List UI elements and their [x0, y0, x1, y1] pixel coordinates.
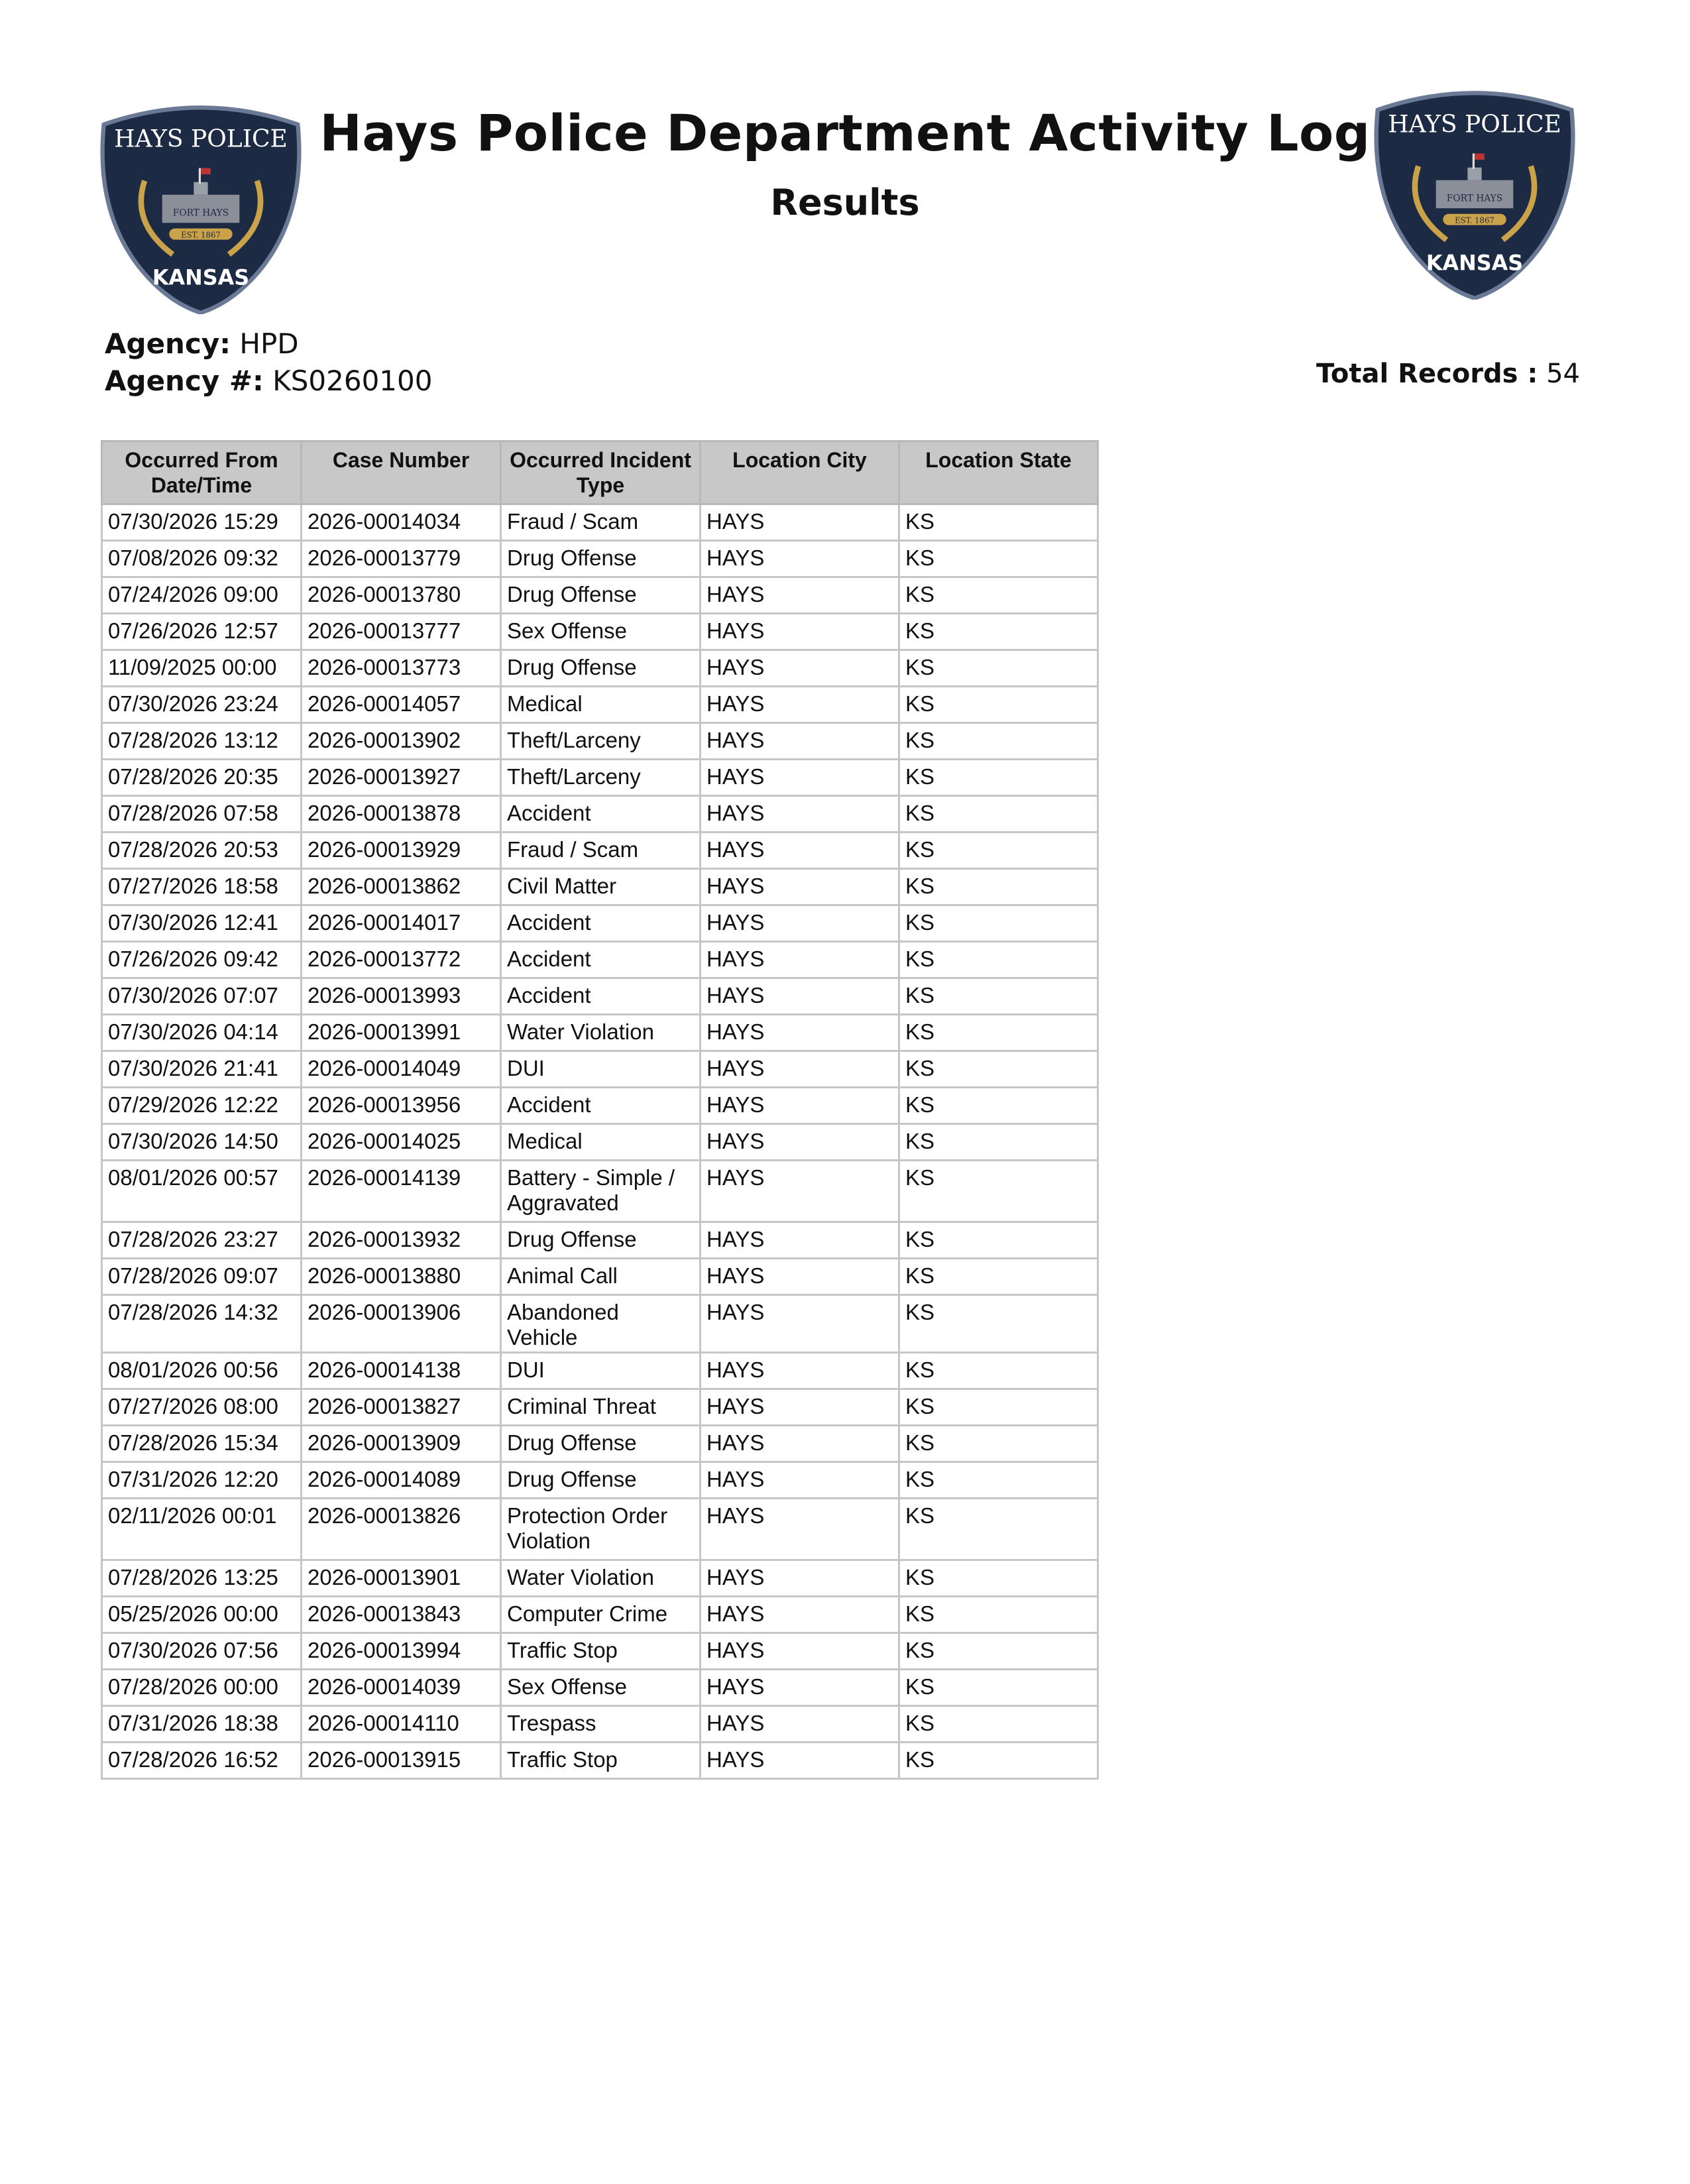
cell-occurred-from: 07/30/2026 12:41	[102, 905, 302, 942]
cell-incident-type: Criminal Threat	[501, 1389, 701, 1426]
cell-location-city: HAYS	[701, 504, 899, 541]
cell-incident-type: Water Violation	[501, 1560, 701, 1597]
column-header-incident-type: Occurred Incident Type	[501, 441, 701, 504]
cell-case-number: 2026-00013909	[302, 1426, 501, 1462]
cell-occurred-from: 07/28/2026 15:34	[102, 1426, 302, 1462]
cell-occurred-from: 08/01/2026 00:56	[102, 1353, 302, 1389]
cell-case-number: 2026-00013826	[302, 1499, 501, 1560]
cell-case-number: 2026-00014025	[302, 1124, 501, 1161]
table-row	[102, 796, 1098, 833]
column-header-occurred-from: Occurred From Date/Time	[102, 441, 302, 504]
cell-incident-type: Accident	[501, 905, 701, 942]
cell-location-city: HAYS	[701, 1259, 899, 1295]
cell-location-city: HAYS	[701, 760, 899, 796]
cell-location-city: HAYS	[701, 942, 899, 978]
cell-location-state: KS	[899, 1462, 1098, 1499]
cell-incident-type: Drug Offense	[501, 1462, 701, 1499]
table-header-row	[102, 441, 1098, 504]
cell-location-city: HAYS	[701, 1161, 899, 1222]
cell-location-city: HAYS	[701, 1088, 899, 1124]
cell-case-number: 2026-00013994	[302, 1633, 501, 1670]
cell-location-city: HAYS	[701, 687, 899, 723]
cell-occurred-from: 07/28/2026 20:35	[102, 760, 302, 796]
cell-occurred-from: 07/30/2026 14:50	[102, 1124, 302, 1161]
cell-case-number: 2026-00013929	[302, 833, 501, 869]
cell-location-state: KS	[899, 1088, 1098, 1124]
cell-case-number: 2026-00013993	[302, 978, 501, 1015]
badge-top-text: HAYS POLICE	[114, 125, 288, 153]
badge-est-text: EST. 1867	[181, 230, 221, 240]
cell-location-city: HAYS	[701, 1560, 899, 1597]
cell-incident-type: Drug Offense	[501, 650, 701, 687]
badge-bottom-text: KANSAS	[1426, 251, 1524, 276]
cell-incident-type: Trespass	[501, 1706, 701, 1743]
table-row	[102, 1124, 1098, 1161]
cell-location-state: KS	[899, 1706, 1098, 1743]
cell-location-state: KS	[899, 1597, 1098, 1633]
activity-log-table	[101, 440, 1099, 1780]
table-row	[102, 1389, 1098, 1426]
cell-incident-type: Protection Order Violation	[501, 1499, 701, 1560]
cell-location-state: KS	[899, 1161, 1098, 1222]
cell-occurred-from: 05/25/2026 00:00	[102, 1597, 302, 1633]
cell-case-number: 2026-00013779	[302, 541, 501, 577]
table-row	[102, 723, 1098, 760]
cell-location-city: HAYS	[701, 614, 899, 650]
cell-occurred-from: 07/28/2026 07:58	[102, 796, 302, 833]
cell-location-state: KS	[899, 1743, 1098, 1779]
cell-case-number: 2026-00013827	[302, 1389, 501, 1426]
table-row	[102, 1597, 1098, 1633]
cell-location-city: HAYS	[701, 1462, 899, 1499]
cell-occurred-from: 11/09/2025 00:00	[102, 650, 302, 687]
cell-location-state: KS	[899, 1560, 1098, 1597]
cell-incident-type: Drug Offense	[501, 1222, 701, 1259]
cell-location-city: HAYS	[701, 723, 899, 760]
table-row	[102, 905, 1098, 942]
cell-occurred-from: 07/28/2026 00:00	[102, 1670, 302, 1706]
cell-location-city: HAYS	[701, 1670, 899, 1706]
cell-occurred-from: 07/26/2026 12:57	[102, 614, 302, 650]
cell-case-number: 2026-00013956	[302, 1088, 501, 1124]
cell-case-number: 2026-00014138	[302, 1353, 501, 1389]
table-row	[102, 1706, 1098, 1743]
total-records-value: 54	[1546, 359, 1580, 389]
table-row	[102, 1743, 1098, 1779]
cell-incident-type: Accident	[501, 1088, 701, 1124]
cell-incident-type: Traffic Stop	[501, 1633, 701, 1670]
cell-occurred-from: 07/28/2026 20:53	[102, 833, 302, 869]
cell-location-state: KS	[899, 978, 1098, 1015]
table-row	[102, 1499, 1098, 1560]
column-header-case-number: Case Number	[302, 441, 501, 504]
cell-occurred-from: 07/28/2026 14:32	[102, 1295, 302, 1353]
cell-case-number: 2026-00013927	[302, 760, 501, 796]
table-row	[102, 687, 1098, 723]
table-row	[102, 1259, 1098, 1295]
cell-location-city: HAYS	[701, 1597, 899, 1633]
table-row	[102, 1161, 1098, 1222]
badge-bottom-text: KANSAS	[152, 265, 250, 290]
cell-case-number: 2026-00013843	[302, 1597, 501, 1633]
agency-number-line	[105, 365, 432, 397]
cell-location-city: HAYS	[701, 1633, 899, 1670]
cell-location-city: HAYS	[701, 1353, 899, 1389]
cell-case-number: 2026-00013780	[302, 577, 501, 614]
badge-middle-text: FORT HAYS	[172, 207, 229, 219]
cell-case-number: 2026-00014089	[302, 1462, 501, 1499]
cell-incident-type: Drug Offense	[501, 1426, 701, 1462]
cell-incident-type: Drug Offense	[501, 577, 701, 614]
cell-incident-type: Abandoned Vehicle	[501, 1295, 701, 1353]
cell-location-city: HAYS	[701, 869, 899, 905]
cell-location-state: KS	[899, 1222, 1098, 1259]
cell-occurred-from: 07/24/2026 09:00	[102, 577, 302, 614]
cell-location-state: KS	[899, 687, 1098, 723]
cell-location-state: KS	[899, 760, 1098, 796]
cell-occurred-from: 07/30/2026 23:24	[102, 687, 302, 723]
cell-case-number: 2026-00013878	[302, 796, 501, 833]
cell-occurred-from: 02/11/2026 00:01	[102, 1499, 302, 1560]
cell-incident-type: Water Violation	[501, 1015, 701, 1051]
cell-occurred-from: 08/01/2026 00:57	[102, 1161, 302, 1222]
cell-incident-type: Civil Matter	[501, 869, 701, 905]
cell-location-state: KS	[899, 577, 1098, 614]
cell-location-city: HAYS	[701, 1706, 899, 1743]
agency-number-value: KS0260100	[272, 365, 433, 397]
cell-location-state: KS	[899, 504, 1098, 541]
cell-case-number: 2026-00014017	[302, 905, 501, 942]
cell-location-city: HAYS	[701, 796, 899, 833]
cell-occurred-from: 07/30/2026 15:29	[102, 504, 302, 541]
cell-location-city: HAYS	[701, 978, 899, 1015]
cell-case-number: 2026-00014039	[302, 1670, 501, 1706]
cell-occurred-from: 07/08/2026 09:32	[102, 541, 302, 577]
cell-incident-type: DUI	[501, 1051, 701, 1088]
cell-location-city: HAYS	[701, 1222, 899, 1259]
cell-case-number: 2026-00013991	[302, 1015, 501, 1051]
cell-occurred-from: 07/26/2026 09:42	[102, 942, 302, 978]
cell-incident-type: Animal Call	[501, 1259, 701, 1295]
table-row	[102, 1295, 1098, 1353]
cell-location-city: HAYS	[701, 577, 899, 614]
cell-occurred-from: 07/27/2026 18:58	[102, 869, 302, 905]
cell-location-state: KS	[899, 614, 1098, 650]
cell-location-state: KS	[899, 905, 1098, 942]
cell-incident-type: Sex Offense	[501, 1670, 701, 1706]
cell-occurred-from: 07/30/2026 21:41	[102, 1051, 302, 1088]
cell-incident-type: Theft/Larceny	[501, 760, 701, 796]
cell-case-number: 2026-00013862	[302, 869, 501, 905]
table-row	[102, 650, 1098, 687]
cell-incident-type: Medical	[501, 1124, 701, 1161]
cell-location-state: KS	[899, 833, 1098, 869]
cell-location-city: HAYS	[701, 650, 899, 687]
table-row	[102, 942, 1098, 978]
table-row	[102, 1088, 1098, 1124]
cell-location-state: KS	[899, 942, 1098, 978]
cell-incident-type: Computer Crime	[501, 1597, 701, 1633]
cell-location-city: HAYS	[701, 541, 899, 577]
cell-incident-type: Accident	[501, 796, 701, 833]
cell-case-number: 2026-00013772	[302, 942, 501, 978]
table-row	[102, 1353, 1098, 1389]
cell-occurred-from: 07/28/2026 09:07	[102, 1259, 302, 1295]
cell-occurred-from: 07/28/2026 13:12	[102, 723, 302, 760]
cell-location-state: KS	[899, 1015, 1098, 1051]
cell-location-state: KS	[899, 1124, 1098, 1161]
cell-location-state: KS	[899, 1389, 1098, 1426]
cell-location-state: KS	[899, 1259, 1098, 1295]
table-row	[102, 1670, 1098, 1706]
cell-incident-type: Sex Offense	[501, 614, 701, 650]
cell-incident-type: Fraud / Scam	[501, 833, 701, 869]
table-row	[102, 1051, 1098, 1088]
cell-case-number: 2026-00013906	[302, 1295, 501, 1353]
cell-occurred-from: 07/31/2026 12:20	[102, 1462, 302, 1499]
table-row	[102, 1633, 1098, 1670]
total-records	[1316, 359, 1580, 389]
cell-location-city: HAYS	[701, 1051, 899, 1088]
cell-occurred-from: 07/28/2026 13:25	[102, 1560, 302, 1597]
total-records-label: Total Records :	[1316, 359, 1538, 389]
agency-number-label: Agency #:	[105, 365, 264, 397]
cell-location-state: KS	[899, 1633, 1098, 1670]
cell-incident-type: Traffic Stop	[501, 1743, 701, 1779]
cell-case-number: 2026-00013902	[302, 723, 501, 760]
cell-location-city: HAYS	[701, 1124, 899, 1161]
cell-case-number: 2026-00014049	[302, 1051, 501, 1088]
cell-case-number: 2026-00013880	[302, 1259, 501, 1295]
cell-incident-type: Fraud / Scam	[501, 504, 701, 541]
cell-occurred-from: 07/28/2026 16:52	[102, 1743, 302, 1779]
cell-occurred-from: 07/28/2026 23:27	[102, 1222, 302, 1259]
table-body	[102, 504, 1098, 1779]
cell-location-city: HAYS	[701, 905, 899, 942]
table-row	[102, 541, 1098, 577]
table-row	[102, 1222, 1098, 1259]
cell-incident-type: Medical	[501, 687, 701, 723]
cell-location-state: KS	[899, 1353, 1098, 1389]
agency-label: Agency:	[105, 327, 231, 360]
cell-location-city: HAYS	[701, 1015, 899, 1051]
cell-location-state: KS	[899, 1426, 1098, 1462]
cell-case-number: 2026-00014110	[302, 1706, 501, 1743]
cell-occurred-from: 07/30/2026 04:14	[102, 1015, 302, 1051]
cell-location-state: KS	[899, 1499, 1098, 1560]
badge-middle-text: FORT HAYS	[1446, 193, 1503, 204]
cell-incident-type: Accident	[501, 978, 701, 1015]
cell-location-city: HAYS	[701, 1426, 899, 1462]
cell-occurred-from: 07/31/2026 18:38	[102, 1706, 302, 1743]
cell-case-number: 2026-00013915	[302, 1743, 501, 1779]
cell-location-state: KS	[899, 541, 1098, 577]
table-row	[102, 978, 1098, 1015]
cell-location-state: KS	[899, 1051, 1098, 1088]
table-row	[102, 760, 1098, 796]
cell-location-state: KS	[899, 796, 1098, 833]
cell-incident-type: Battery - Simple / Aggravated	[501, 1161, 701, 1222]
cell-location-city: HAYS	[701, 1389, 899, 1426]
cell-case-number: 2026-00013777	[302, 614, 501, 650]
table-row	[102, 614, 1098, 650]
cell-incident-type: Theft/Larceny	[501, 723, 701, 760]
cell-case-number: 2026-00013773	[302, 650, 501, 687]
cell-case-number: 2026-00014139	[302, 1161, 501, 1222]
cell-location-city: HAYS	[701, 1295, 899, 1353]
cell-location-state: KS	[899, 869, 1098, 905]
cell-location-state: KS	[899, 1295, 1098, 1353]
cell-occurred-from: 07/30/2026 07:07	[102, 978, 302, 1015]
page-subtitle: Results	[770, 182, 920, 223]
cell-occurred-from: 07/27/2026 08:00	[102, 1389, 302, 1426]
cell-location-city: HAYS	[701, 1499, 899, 1560]
table-row	[102, 1462, 1098, 1499]
cell-location-state: KS	[899, 1670, 1098, 1706]
cell-location-state: KS	[899, 650, 1098, 687]
agency-line	[105, 327, 299, 360]
table-row	[102, 1015, 1098, 1051]
cell-case-number: 2026-00014057	[302, 687, 501, 723]
cell-case-number: 2026-00014034	[302, 504, 501, 541]
cell-case-number: 2026-00013901	[302, 1560, 501, 1597]
badge-top-text: HAYS POLICE	[1388, 111, 1561, 139]
cell-occurred-from: 07/29/2026 12:22	[102, 1088, 302, 1124]
cell-location-city: HAYS	[701, 833, 899, 869]
table-row	[102, 504, 1098, 541]
table-row	[102, 833, 1098, 869]
agency-value: HPD	[239, 327, 299, 360]
badge-est-text: EST. 1867	[1455, 215, 1494, 225]
cell-incident-type: Accident	[501, 942, 701, 978]
page-title: Hays Police Department Activity Log	[319, 103, 1371, 162]
cell-location-state: KS	[899, 723, 1098, 760]
column-header-location-state: Location State	[899, 441, 1098, 504]
cell-occurred-from: 07/30/2026 07:56	[102, 1633, 302, 1670]
cell-location-city: HAYS	[701, 1743, 899, 1779]
cell-incident-type: DUI	[501, 1353, 701, 1389]
cell-incident-type: Drug Offense	[501, 541, 701, 577]
table-row	[102, 577, 1098, 614]
table-row	[102, 1560, 1098, 1597]
table-row	[102, 869, 1098, 905]
table-row	[102, 1426, 1098, 1462]
column-header-location-city: Location City	[701, 441, 899, 504]
cell-case-number: 2026-00013932	[302, 1222, 501, 1259]
